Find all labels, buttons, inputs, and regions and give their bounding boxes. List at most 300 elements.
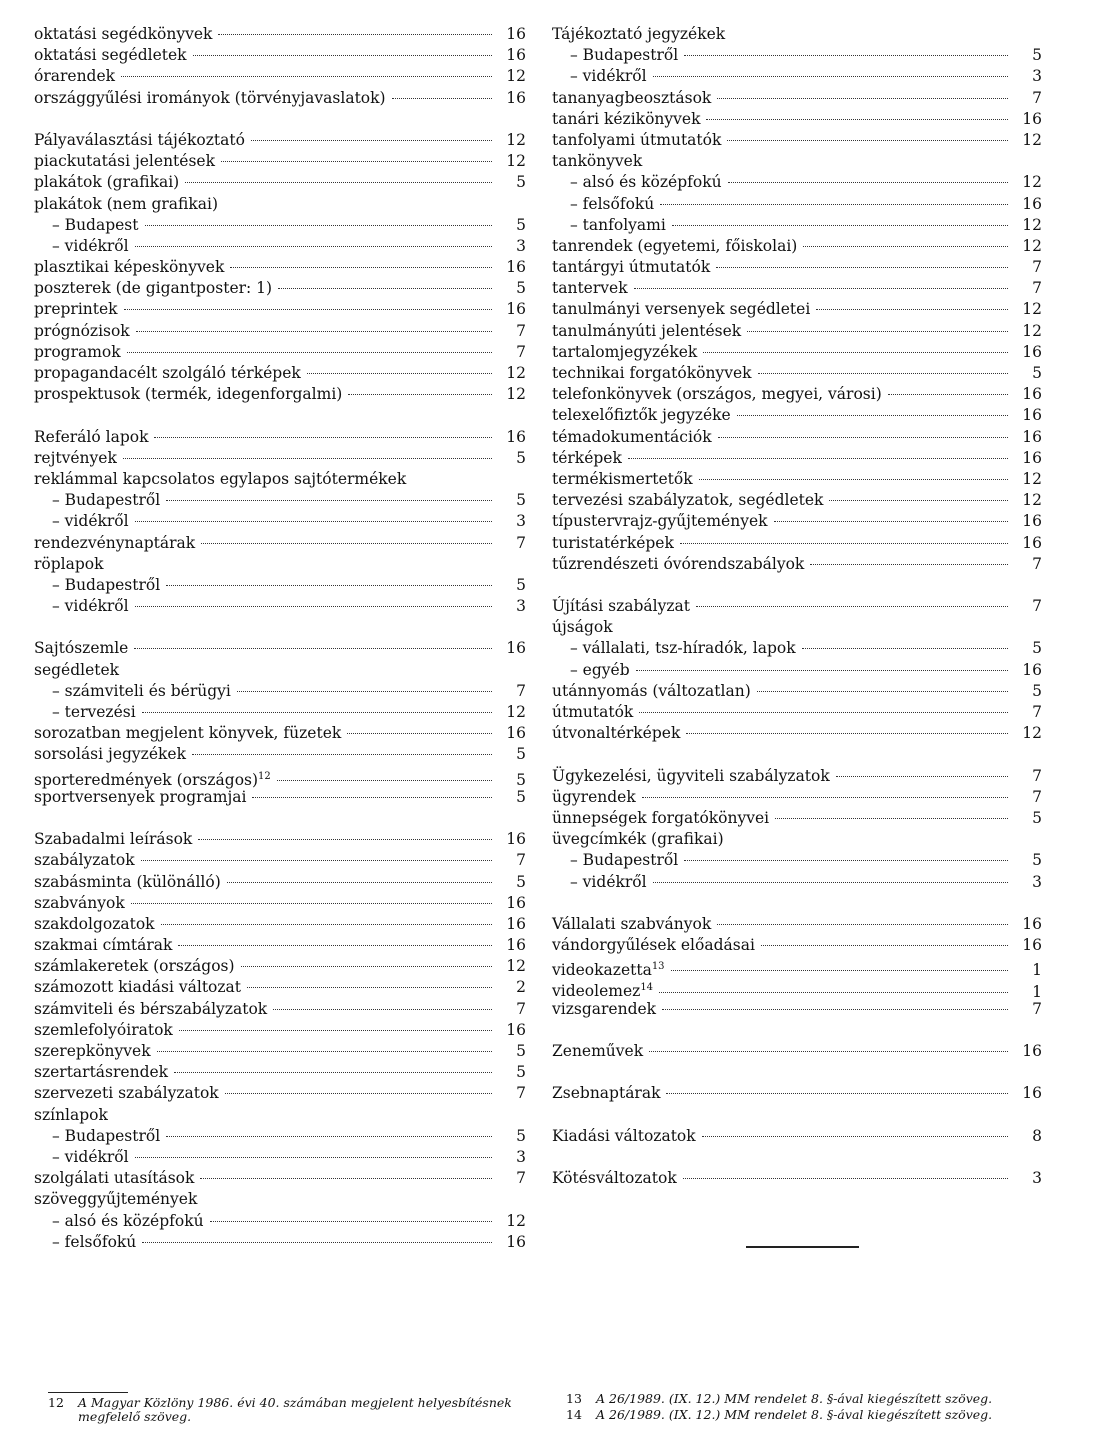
entry-label [34,448,117,469]
index-entry [34,533,526,554]
index-subentry [34,1147,526,1168]
entry-label-text: tanulmányi versenyek segédletei [552,300,811,319]
section-gap [552,1105,1042,1126]
entry-number: 16 [506,88,526,107]
index-entry [34,151,526,172]
dot-leader [135,1157,492,1158]
index-entry [34,660,526,681]
footnote-number: 12 [48,1395,64,1410]
dot-leader [178,945,492,946]
entry-label-text: piackutatási jelentések [34,152,215,171]
index-entry [34,1020,526,1041]
dot-leader [634,288,1008,289]
index-entry [34,427,526,448]
entry-number: 3 [1032,872,1042,891]
section-gap [552,1147,1042,1168]
index-column-left [34,24,526,1253]
entry-label-text: – vidékről [570,67,647,86]
entry-label-text: témadokumentációk [552,427,712,446]
index-entry [552,1083,1042,1104]
index-entry [34,448,526,469]
entry-label [34,893,125,914]
entry-number: 5 [516,1126,526,1145]
dot-leader [348,394,492,395]
entry-label-text: röplapok [34,554,104,573]
index-entry [34,1041,526,1062]
index-entry [552,617,1042,638]
entry-label [34,744,186,765]
index-entry [552,448,1042,469]
index-subentry [552,66,1042,87]
dot-leader [193,55,492,56]
entry-label [570,194,654,215]
index-subentry [552,850,1042,871]
index-entry [552,405,1042,426]
entry-number: 16 [1022,660,1042,679]
entry-label [52,575,160,596]
dot-leader [703,352,1008,353]
index-entry [552,469,1042,490]
dot-leader [127,352,492,353]
entry-label [552,702,633,723]
index-subentry [34,1232,526,1253]
entry-label-text: útvonaltérképek [552,724,681,743]
entry-number: 7 [1032,88,1042,107]
entry-label-text: Zeneművek [552,1042,644,1060]
entry-label [52,681,231,702]
entry-label [52,490,160,511]
entry-label-text: színlapok [34,1105,108,1124]
entry-number: 16 [1022,194,1042,213]
dot-leader [802,648,1008,649]
footnote-ref: 13 [651,961,665,973]
dot-leader [227,882,492,883]
index-entry [34,278,526,299]
entry-label [34,829,192,850]
entry-label [552,469,693,490]
entry-label-text: plasztikai képeskönyvek [34,258,225,277]
entry-number: 5 [516,215,526,234]
entry-label-text: sorsolási jegyzékek [34,745,186,764]
dot-leader [185,182,492,183]
entry-number: 16 [506,46,526,65]
entry-label-text: videokazetta [552,961,652,980]
dot-leader [639,712,1008,713]
index-subentry [34,215,526,236]
entry-label-text: Tájékoztató jegyzékek [552,25,726,43]
entry-label [552,384,882,405]
index-entry [34,914,526,935]
index-entry [34,66,526,87]
entry-label-text: típustervrajz-gyűjtemények [552,512,768,531]
entry-label-text: poszterek (de gigantposter: 1) [34,279,273,298]
entry-label-text: – vállalati, tsz-híradók, lapok [570,639,796,658]
entry-label-text: szakdolgozatok [34,914,155,933]
entry-label [34,194,218,215]
entry-label [52,1232,136,1253]
entry-label-text: prospektusok (termék, idegenforgalmi) [34,385,343,404]
entry-label [552,829,724,850]
dot-leader [649,1051,1008,1052]
dot-leader [218,34,492,35]
entry-number: 16 [506,936,526,955]
index-subentry [34,702,526,723]
index-column-right [552,24,1042,1189]
dot-leader [241,966,492,967]
entry-number: 5 [516,745,526,764]
dot-leader [660,204,1008,205]
entry-label [552,427,712,448]
entry-label [34,45,187,66]
entry-label [552,490,823,511]
dot-leader [684,55,1008,56]
entry-label-text: tananyagbeosztások [552,88,712,107]
index-entry [552,427,1042,448]
dot-leader [757,691,1008,692]
entry-label-text: újságok [552,618,613,637]
entry-number: 16 [1022,1084,1042,1103]
index-entry [34,469,526,490]
section-gap [34,808,526,829]
entry-label-text: oktatási segédletek [34,46,187,65]
index-entry [552,151,1042,172]
index-entry [34,850,526,871]
index-entry [34,766,526,787]
entry-label-text: szemlefolyóiratok [34,1020,173,1039]
entry-label-text: – vidékről [52,1147,129,1166]
entry-label-text: propagandacélt szolgáló térképek [34,364,301,382]
entry-label [552,130,721,151]
entry-label [34,88,386,109]
section-gap [552,1062,1042,1083]
dot-leader [717,924,1008,925]
entry-label-text: Vállalati szabványok [552,914,712,933]
entry-label-text: útmutatók [552,703,634,721]
footnote-13 [566,1392,1046,1406]
index-entry [552,299,1042,320]
entry-label-text: szakmai címtárak [34,936,173,955]
entry-label [570,850,678,871]
entry-label [552,511,768,532]
index-entry [34,257,526,278]
entry-number: 16 [506,1020,526,1039]
dot-leader [192,754,492,755]
dot-leader [237,691,492,692]
index-entry [552,533,1042,554]
footnote-text: A Magyar Közlöny 1986. évi 40. számában megjelent helyesbítésnek megfelelő szöveg. [78,1395,512,1424]
dot-leader [666,1093,1008,1094]
entry-number: 16 [1022,406,1042,425]
entry-label-text: plakátok (nem grafikai) [34,194,219,213]
dot-leader [716,267,1008,268]
entry-label [34,1168,194,1189]
dot-leader [653,76,1008,77]
entry-label [34,299,118,320]
entry-number: 7 [1032,279,1042,298]
entry-label [34,363,301,384]
dot-leader [392,98,492,99]
entry-number: 3 [1032,1169,1042,1188]
dot-leader [174,1072,492,1073]
entry-label-text: Kiadási változatok [552,1126,696,1145]
entry-label [552,278,628,299]
dot-leader [277,780,492,781]
index-entry [34,977,526,998]
entry-label-text: számviteli és bérszabályzatok [34,999,268,1018]
index-entry [34,363,526,384]
entry-number: 5 [516,575,526,594]
dot-leader [135,606,492,607]
footnote-number: 14 [566,1407,582,1422]
entry-number: 12 [506,385,526,404]
dot-leader [686,733,1008,734]
entry-number: 1 [1032,961,1042,980]
entry-number: 16 [1022,342,1042,361]
entry-label-text: szerepkönyvek [34,1042,151,1060]
entry-label [52,1147,129,1168]
entry-number: 12 [506,957,526,976]
entry-number: 5 [516,448,526,467]
entry-number: 7 [516,342,526,361]
entry-label [552,554,804,575]
dot-leader [252,797,492,798]
entry-number: 16 [506,25,526,43]
index-subentry [34,575,526,596]
index-entry [34,723,526,744]
entry-number: 7 [1032,258,1042,277]
entry-label [570,66,647,87]
index-entry [552,977,1042,1001]
entry-number: 16 [506,300,526,319]
index-entry [34,1083,526,1104]
index-entry [34,45,526,66]
index-entry [34,787,526,808]
entry-label [570,172,722,193]
dot-leader [210,1221,492,1222]
entry-label [552,596,690,617]
entry-label [552,808,769,829]
entry-label-text: – felsőfokú [52,1232,137,1251]
entry-label [552,151,642,172]
entry-label-text: – Budapestről [570,46,679,65]
dot-leader [662,1009,1008,1010]
entry-number: 7 [1032,766,1042,785]
entry-number: 2 [516,978,526,997]
dot-leader [123,458,492,459]
entry-number: 5 [516,1042,526,1060]
index-entry [552,130,1042,151]
entry-label [552,766,830,787]
footnote-ref: 12 [258,770,271,782]
entry-label-text: tantárgyi útmutatók [552,258,711,277]
index-entry [34,554,526,575]
entry-label-text: – alsó és középfokú [52,1211,204,1230]
entry-number: 5 [1032,364,1042,382]
entry-label [34,872,221,893]
entry-label [570,45,678,66]
entry-label-text: számozott kiadási változat [34,978,242,997]
entry-number: 12 [506,364,526,382]
entry-number: 16 [1022,512,1042,531]
dot-leader [230,267,492,268]
entry-label-text: – Budapestről [52,491,161,510]
index-entry [552,109,1042,130]
entry-label [552,914,711,935]
entry-number: 5 [516,491,526,510]
entry-label-text: vizsgarendek [552,999,657,1018]
dot-leader [680,543,1008,544]
index-subentry [34,596,526,617]
entry-label [34,956,235,977]
dot-leader [728,182,1008,183]
index-entry [34,342,526,363]
dot-leader [347,733,492,734]
footnote-text: A 26/1989. (IX. 12.) MM rendelet 8. §-ával kiegészített szöveg. [596,1391,993,1406]
entry-number: 16 [506,427,526,446]
footnote-12 [48,1396,538,1424]
entry-label [52,236,129,257]
entry-number: 12 [1022,491,1042,510]
section-end-rule [746,1246,859,1248]
entry-label [552,1083,660,1104]
entry-label [52,1126,160,1147]
dot-leader [251,140,492,141]
entry-label [34,151,215,172]
entry-number: 7 [1032,703,1042,721]
dot-leader [166,585,492,586]
entry-number: 16 [1022,427,1042,446]
index-entry [34,194,526,215]
entry-label-text: – Budapest [52,215,139,234]
index-entry [34,24,526,45]
footnote-ref: 14 [640,982,654,994]
entry-label [34,638,128,659]
entry-label [52,596,129,617]
dot-leader [247,987,492,988]
entry-label [34,257,224,278]
entry-number: 7 [516,321,526,340]
dot-leader [737,415,1008,416]
entry-label [552,787,636,808]
entry-label-text: Referáló lapok [34,427,149,446]
index-subentry [552,45,1042,66]
entry-number: 16 [1022,936,1042,955]
dot-leader [888,394,1008,395]
index-entry [552,554,1042,575]
entry-label-text: számlakeretek (országos) [34,957,235,976]
dot-leader [836,776,1008,777]
entry-number: 8 [1032,1126,1042,1145]
dot-leader [136,331,492,332]
index-entry [34,172,526,193]
entry-number: 16 [1022,385,1042,404]
index-subentry [552,872,1042,893]
index-subentry [552,638,1042,659]
entry-label-text: vándorgyűlések előadásai [552,936,755,955]
dot-leader [201,543,492,544]
entry-label [34,723,341,744]
dot-leader [142,1242,492,1243]
entry-number: 1 [1032,982,1042,1001]
index-entry [552,511,1042,532]
section-gap [34,109,526,130]
entry-label [570,660,630,681]
entry-number: 16 [506,893,526,912]
entry-number: 7 [516,851,526,870]
dot-leader [198,839,492,840]
dot-leader [121,76,492,77]
entry-label-text: – vidékről [52,236,129,255]
entry-label [52,215,139,236]
entry-label-text: országgyűlési irományok (törvényjavaslatok) [34,88,386,107]
entry-number: 16 [1022,533,1042,552]
entry-number: 7 [516,1169,526,1188]
dot-leader [718,437,1008,438]
entry-label [34,130,245,151]
entry-number: 3 [516,236,526,255]
entry-label [552,935,755,956]
index-entry [552,808,1042,829]
entry-label [34,321,130,342]
entry-label-text: – Budapestről [52,575,161,594]
index-entry [34,1062,526,1083]
entry-label-text: órarendek [34,67,116,86]
entry-number: 16 [506,258,526,277]
dot-leader [810,564,1008,565]
dot-leader [717,98,1008,99]
dot-leader [131,903,492,904]
dot-leader [636,670,1008,671]
entry-label-text: utánnyomás (változatlan) [552,681,751,700]
index-entry [552,766,1042,787]
entry-label [34,469,406,490]
index-entry [552,236,1042,257]
entry-label [552,88,711,109]
entry-label-text: – vidékről [52,512,129,531]
dot-leader [702,1136,1008,1137]
index-entry [552,1041,1042,1062]
dot-leader [659,992,1008,993]
index-entry [552,257,1042,278]
dot-leader [161,924,492,925]
entry-label [552,257,710,278]
footnote-rule [48,1392,128,1393]
index-entry [34,1168,526,1189]
index-entry [552,702,1042,723]
dot-leader [653,882,1008,883]
entry-label [552,1168,677,1189]
index-subentry [34,1126,526,1147]
entry-label-text: programok [34,342,121,361]
entry-label-text: tanári kézikönyvek [552,109,701,128]
index-entry [552,363,1042,384]
entry-label [34,533,195,554]
entry-number: 7 [516,533,526,552]
dot-leader [803,246,1008,247]
index-entry [552,321,1042,342]
entry-number: 16 [1022,109,1042,128]
dot-leader [699,479,1008,480]
entry-label-text: preprintek [34,300,118,319]
entry-number: 12 [1022,724,1042,743]
entry-label-text: szolgálati utasítások [34,1169,195,1188]
entry-label-text: – vidékről [570,872,647,891]
entry-label-text: sporteredmények (országos) [34,770,259,789]
dot-leader [706,119,1008,120]
entry-label-text: sportversenyek programjai [34,787,247,806]
entry-number: 5 [516,173,526,192]
entry-label [552,999,656,1020]
